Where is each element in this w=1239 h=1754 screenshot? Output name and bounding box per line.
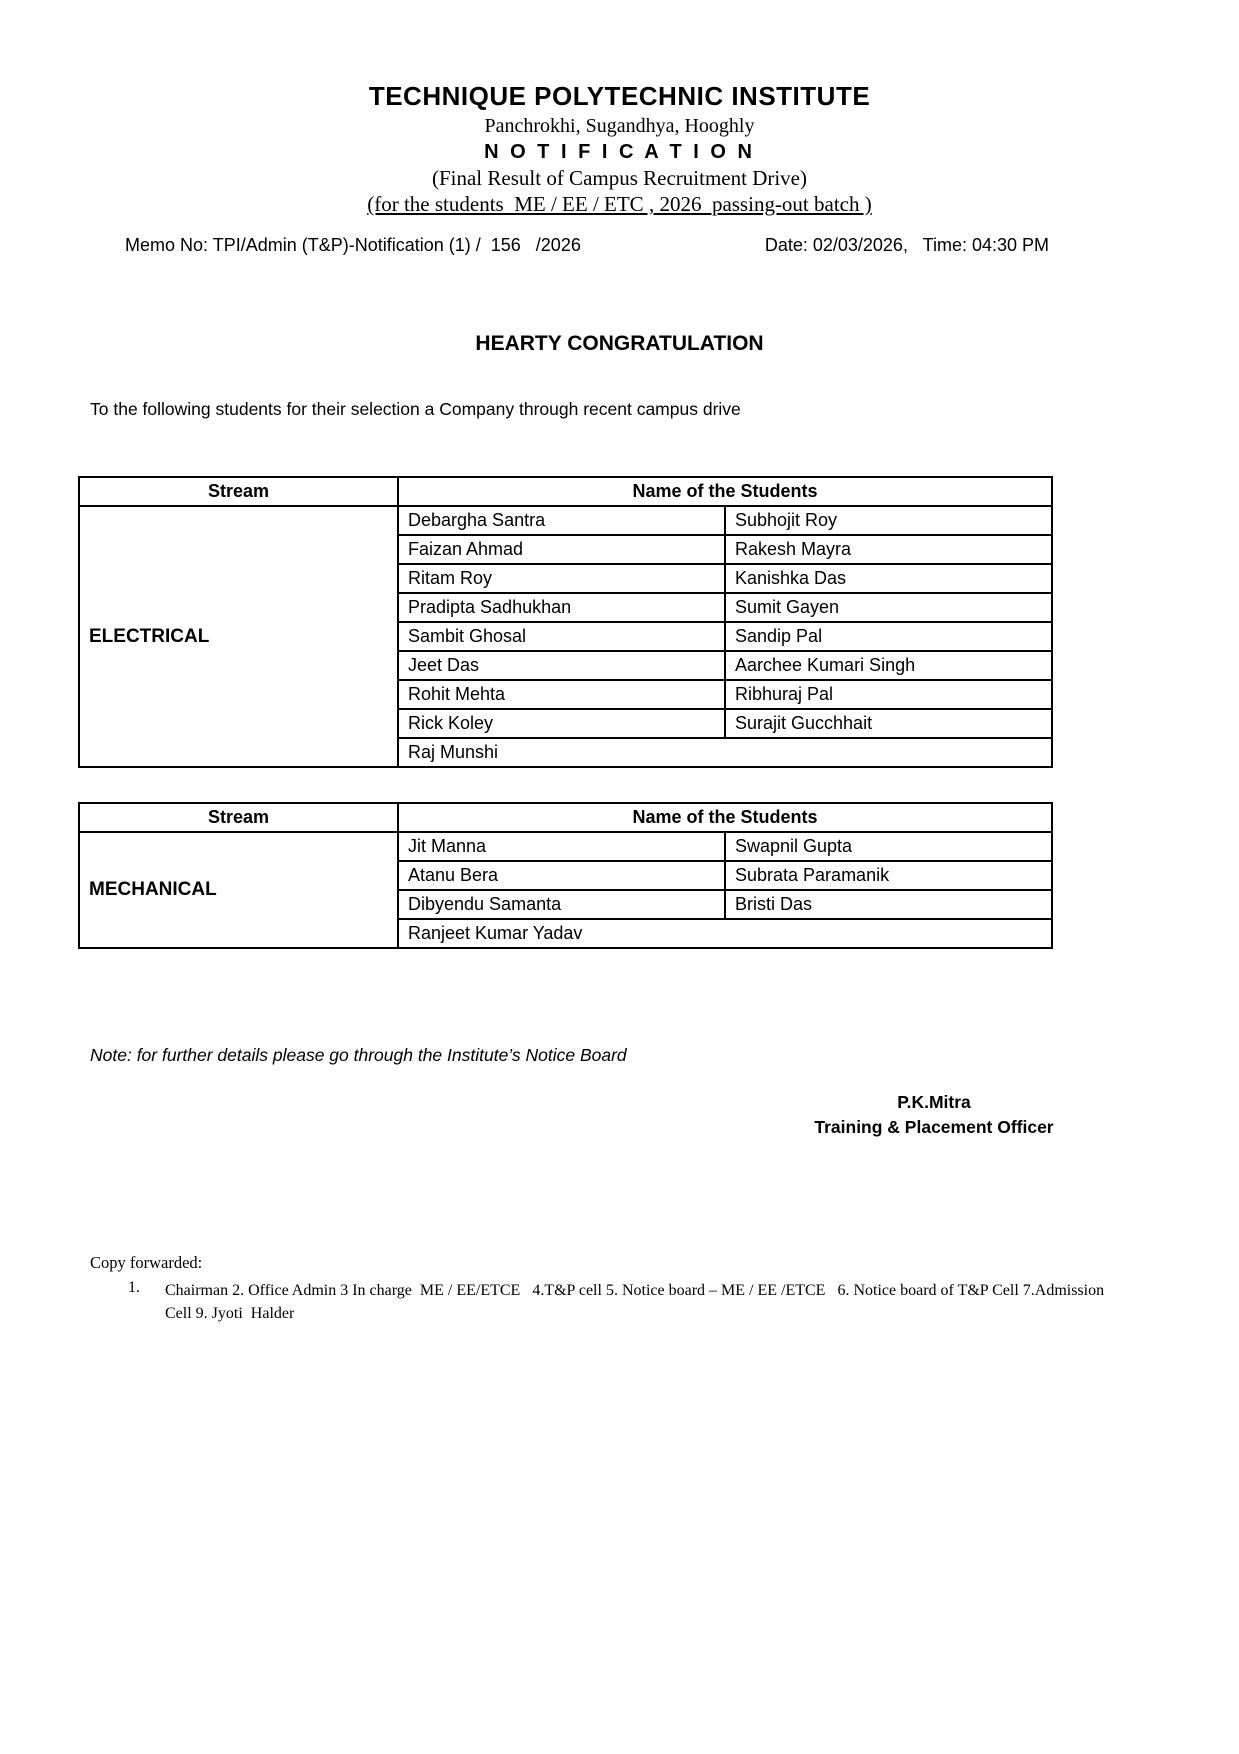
stream-cell: ELECTRICAL (79, 506, 398, 767)
student-name-cell: Pradipta Sadhukhan (398, 593, 725, 622)
stream-header: Stream (79, 803, 398, 832)
table-row (79, 506, 1052, 535)
institute-name: TECHNIQUE POLYTECHNIC INSTITUTE (368, 81, 871, 111)
intro-text: To the following students for their selection a Company through recent campus drive (90, 399, 741, 420)
student-name-cell: Ranjeet Kumar Yadav (398, 919, 1052, 948)
institute-address: Panchrokhi, Sugandhya, Hooghly (484, 114, 755, 137)
student-name-cell: Faizan Ahmad (398, 535, 725, 564)
name-header: Name of the Students (398, 477, 1052, 506)
student-name-cell: Debargha Santra (398, 506, 725, 535)
student-name-cell: Subrata Paramanik (725, 861, 1052, 890)
student-name-cell: Bristi Das (725, 890, 1052, 919)
signature-block (769, 1090, 1099, 1141)
student-name-cell: Surajit Gucchhait (725, 709, 1052, 738)
student-name-cell: Atanu Bera (398, 861, 725, 890)
student-name-cell: Dibyendu Samanta (398, 890, 725, 919)
student-name-cell: Rohit Mehta (398, 680, 725, 709)
copy-forwarded-item (90, 1279, 1239, 1325)
copy-item-text (165, 1279, 1145, 1325)
student-name-cell: Raj Munshi (398, 738, 1052, 767)
student-name-cell: Jeet Das (398, 651, 725, 680)
signatory-name: P.K.Mitra (897, 1092, 971, 1113)
table-row (79, 832, 1052, 861)
table-header-row (79, 477, 1052, 506)
note-text: Note: for further details please go through the Institute’s Notice Board (90, 1045, 627, 1066)
student-name-cell: Ribhuraj Pal (725, 680, 1052, 709)
mechanical-students-table (78, 802, 1053, 949)
name-header: Name of the Students (398, 803, 1052, 832)
student-name-cell: Aarchee Kumari Singh (725, 651, 1052, 680)
student-name-cell: Sambit Ghosal (398, 622, 725, 651)
subtitle-batch: (for the students ME / EE / ETC , 2026 passing-out batch ) (367, 191, 872, 216)
subtitle-result: (Final Result of Campus Recruitment Drive) (431, 165, 808, 190)
student-name-cell: Rick Koley (398, 709, 725, 738)
student-name-cell: Sandip Pal (725, 622, 1052, 651)
notification-title: N O T I F I C A T I O N (484, 140, 755, 163)
memo-number: Memo No: TPI/Admin (T&P)-Notification (1) / 156 /2026 (125, 235, 581, 256)
copy-item-line1: Chairman 2. Office Admin 3 In charge ME / EE/ETCE 4.T&P cell 5. Notice board – ME / EE /ETCE 6. Notice board of T&P Cell 7.Admission (165, 1281, 1105, 1299)
student-name-cell: Sumit Gayen (725, 593, 1052, 622)
electrical-students-table (78, 476, 1053, 768)
table-header-row (79, 803, 1052, 832)
document-header (0, 0, 1239, 217)
stream-cell: MECHANICAL (79, 832, 398, 948)
student-name-cell: Rakesh Mayra (725, 535, 1052, 564)
copy-item-line2: Cell 9. Jyoti Halder (165, 1305, 295, 1323)
congratulation-heading: HEARTY CONGRATULATION (475, 332, 764, 356)
student-name-cell: Kanishka Das (725, 564, 1052, 593)
signatory-title: Training & Placement Officer (814, 1117, 1054, 1138)
student-name-cell: Jit Manna (398, 832, 725, 861)
memo-date-time: Date: 02/03/2026, Time: 04:30 PM (764, 235, 1049, 256)
copy-item-number: 1. (128, 1278, 140, 1296)
student-name-cell: Subhojit Roy (725, 506, 1052, 535)
student-name-cell: Ritam Roy (398, 564, 725, 593)
copy-forwarded-section (90, 1253, 1239, 1325)
copy-forwarded-label: Copy forwarded: (90, 1252, 203, 1272)
memo-line (0, 235, 1239, 256)
student-name-cell: Swapnil Gupta (725, 832, 1052, 861)
stream-header: Stream (79, 477, 398, 506)
